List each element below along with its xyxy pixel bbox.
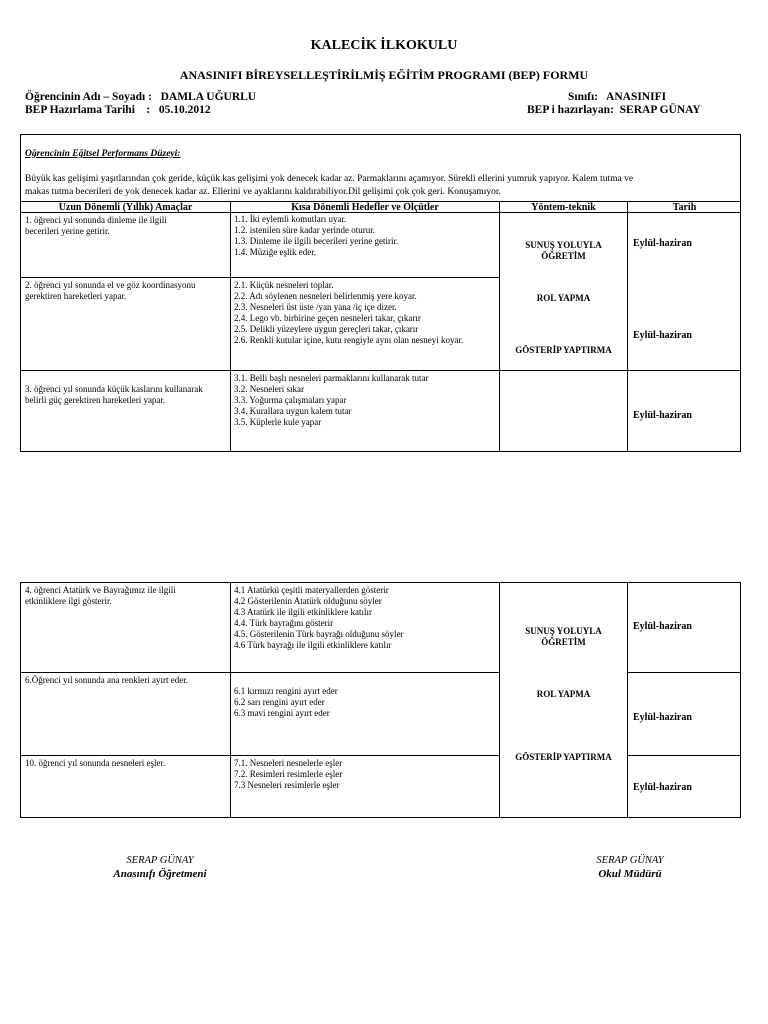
targets-cell: 3.1. Belli başlı nesneleri parmaklarını kullanarak tutar 3.2. Nesneleri sıkar 3.3. Yoğurma çalışmaları yapar 3.4. Kurallara uygun kalem tutar 3.5. Küplerle kule yapar — [234, 373, 429, 427]
method-label: SUNUŞ YOLUYLA — [525, 626, 602, 636]
prep-date-row: BEP Hazırlama Tarihi : 05.10.2012 — [25, 104, 211, 116]
targets-cell: 2.1. Küçük nesneleri toplar. 2.2. Adı söylenen nesneleri belirlenmiş yere koyar. 2.3. Nesneleri üst üste /yan yana /iç içe dizer. 2.4. Lego vb. birbirine geçen nesneleri takar, çıkarır 2.5. Delikli yüzeylere uygun gereçleri takar, çıkarır 2.6. Renkli kutular içine, kutu rengiyle aynı olan nesneyi koyar. — [234, 280, 464, 345]
principal-role: Okul Müdürü — [598, 868, 662, 880]
principal-name: SERAP GÜNAY — [596, 855, 664, 866]
col-date: Tarih — [672, 202, 697, 213]
method-label: GÖSTERİP YAPTIRMA — [515, 752, 612, 762]
method-label: ROL YAPMA — [536, 293, 591, 303]
date-cell: Eylül-haziran — [633, 330, 692, 341]
performance-line: Büyük kas gelişimi yaşıtlarından çok geride, küçük kas gelişimi yok denecek kadar az. Parmaklarını açamıyor. Sürekli ellerini yumruk yapıyor. Kalem tutma ve — [25, 174, 634, 184]
goal-cell: 6.Öğrenci yıl sonunda ana renkleri ayırt eder. — [25, 675, 188, 685]
signature-teacher — [80, 855, 240, 880]
goal-cell: 4. öğrenci Atatürk ve Bayrağımız ile ilgili etkinliklere ilgi gösterir. — [25, 585, 176, 606]
school-title: KALECİK İLKOKULU — [310, 38, 458, 53]
bep-table-2 — [20, 582, 741, 818]
targets-cell: 7.1. Nesneleri nesnelerle eşler 7.2. Resimleri resimlerle eşler 7.3 Nesneleri resimlerle eşler — [234, 758, 343, 790]
teacher-role: Anasınıfı Öğretmeni — [113, 868, 207, 880]
targets-cell: 1.1. İki eylemli komutları uyar. 1.2. istenilen süre kadar yerinde oturur. 1.3. Dinleme ile ilgili becerileri yerine getirir. 1.4. Müziğe eşlik eder. — [234, 214, 399, 257]
bep-table-1 — [20, 134, 741, 452]
method-label: ÖĞRETİM — [541, 637, 586, 647]
date-cell: Eylül-haziran — [633, 238, 692, 249]
teacher-name: SERAP GÜNAY — [126, 855, 194, 866]
date-cell: Eylül-haziran — [633, 621, 692, 632]
targets-cell: 6.1 kırmızı rengini ayırt eder 6.2 sarı rengini ayırt eder 6.3 mavi rengini ayırt eder — [234, 686, 338, 718]
form-title: ANASINIFI BİREYSELLEŞTİRİLMİŞ EĞİTİM PROGRAMI (BEP) FORMU — [179, 68, 589, 82]
performance-heading: Öğrencinin Eğitsel Performans Düzeyi: — [25, 149, 181, 159]
goal-cell: 1. öğrenci yıl sonunda dinleme ile ilgili becerileri yerine getirir. — [25, 215, 167, 236]
col-long-goals: Uzun Dönemli (Yıllık) Amaçlar — [58, 202, 193, 213]
method-label: ROL YAPMA — [536, 689, 591, 699]
date-cell: Eylül-haziran — [633, 712, 692, 723]
performance-line: makas tutma becerileri de yok denecek kadar az. Ellerini ve ayaklarını kaldırabiliyor.Dil gelişimi çok çok geri. Konuşamıyor. — [25, 186, 501, 197]
goal-cell: 3. öğrenci yıl sonunda küçük kaslarını kullanarak belirli güç gerektiren hareketleri yapar. — [25, 384, 203, 405]
goal-cell: 10. öğrenci yıl sonunda nesneleri eşler. — [25, 758, 166, 768]
performance-text — [25, 173, 737, 198]
col-short-targets: Kısa Dönemli Hedefler ve Ölçütler — [291, 202, 439, 213]
col-method: Yöntem-teknik — [531, 202, 596, 213]
date-cell: Eylül-haziran — [633, 410, 692, 421]
class-row: Sınıfı: ANASINIFI — [568, 91, 667, 103]
date-cell: Eylül-haziran — [633, 782, 692, 793]
method-label: SUNUŞ YOLUYLA — [525, 240, 602, 250]
preparer-row: BEP i hazırlayan: SERAP GÜNAY — [527, 104, 701, 116]
student-name-row: Öğrencinin Adı – Soyadı : DAMLA UĞURLU — [25, 91, 257, 103]
method-label: ÖĞRETİM — [541, 251, 586, 261]
goal-cell: 2. öğrenci yıl sonunda el ve göz koordinasyonu gerektiren hareketleri yapar. — [25, 280, 196, 301]
signature-principal — [550, 855, 710, 880]
method-label: GÖSTERİP YAPTIRMA — [515, 345, 612, 355]
targets-cell: 4.1 Atatürkü çeşitli materyallerden gösterir 4.2 Gösterilenin Atatürk olduğunu söyler 4.3 Atatürk ile ilgili etkinliklere katılır 4.4. Türk bayrağını gösterir 4.5. Gösterilenin Türk bayrağı olduğunu söyler 4.6 Türk bayrağı ile ilgili etkinliklere katılır — [234, 585, 404, 650]
